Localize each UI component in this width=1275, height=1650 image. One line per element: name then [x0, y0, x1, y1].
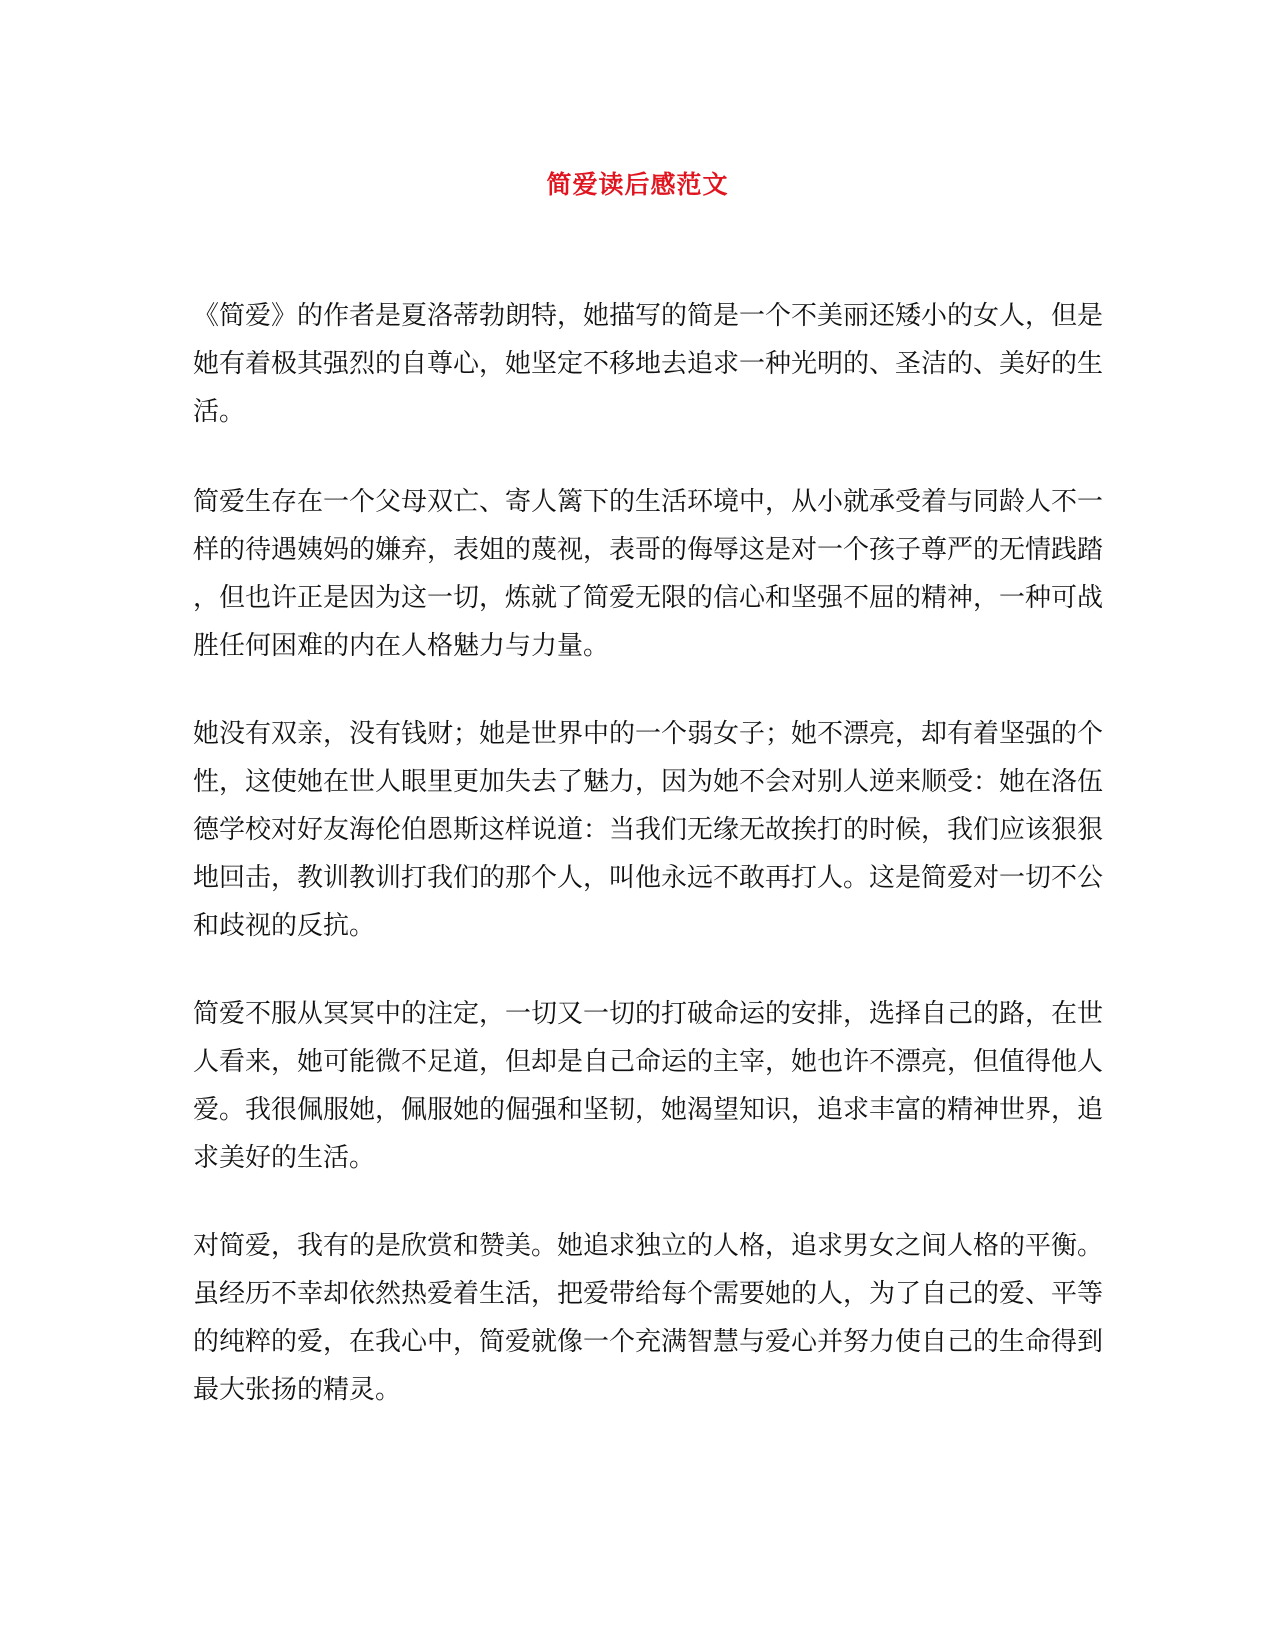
paragraph-2 — [193, 478, 1104, 670]
paragraph-line: 胜任何困难的内在人格魅力与力量。 — [193, 631, 610, 661]
paragraph-line: 求美好的生活。 — [193, 1143, 376, 1173]
paragraph-line: 她没有双亲，没有钱财；她是世界中的一个弱女子；她不漂亮，却有着坚强的个 — [193, 719, 1104, 749]
paragraph-line: 德学校对好友海伦伯恩斯这样说道：当我们无缘无故挨打的时候，我们应该狠狠 — [193, 815, 1104, 845]
paragraph-line: 最大张扬的精灵。 — [193, 1375, 402, 1405]
paragraph-line: 人看来，她可能微不足道，但却是自己命运的主宰，她也许不漂亮，但值得他人 — [193, 1047, 1104, 1077]
document-title: 简爱读后感范文 — [546, 170, 729, 199]
paragraph-line: 的纯粹的爱，在我心中，简爱就像一个充满智慧与爱心并努力使自己的生命得到 — [193, 1327, 1104, 1357]
paragraph-line: 对简爱，我有的是欣赏和赞美。她追求独立的人格，追求男女之间人格的平衡。 — [193, 1231, 1104, 1261]
paragraph-line: 《简爱》的作者是夏洛蒂勃朗特，她描写的简是一个不美丽还矮小的女人，但是 — [193, 301, 1104, 331]
paragraph-4 — [193, 990, 1104, 1182]
paragraph-line: 简爱生存在一个父母双亡、寄人篱下的生活环境中，从小就承受着与同龄人不一 — [193, 487, 1104, 517]
paragraph-line: 爱。我很佩服她，佩服她的倔强和坚韧，她渴望知识，追求丰富的精神世界，追 — [193, 1095, 1104, 1125]
paragraph-line: 和歧视的反抗。 — [193, 911, 376, 941]
paragraph-line: 地回击，教训教训打我们的那个人，叫他永远不敢再打人。这是简爱对一切不公 — [193, 863, 1104, 893]
paragraph-line: 性，这使她在世人眼里更加失去了魅力，因为她不会对别人逆来顺受：她在洛伍 — [193, 767, 1104, 797]
paragraph-3 — [193, 710, 1104, 950]
paragraph-line: 虽经历不幸却依然热爱着生活，把爱带给每个需要她的人，为了自己的爱、平等 — [193, 1279, 1104, 1309]
paragraph-line: 简爱不服从冥冥中的注定，一切又一切的打破命运的安排，选择自己的路，在世 — [193, 999, 1104, 1029]
paragraph-5 — [193, 1222, 1104, 1414]
paragraph-line: 样的待遇姨妈的嫌弃，表姐的蔑视，表哥的侮辱这是对一个孩子尊严的无情践踏 — [193, 535, 1104, 565]
paragraph-line: 她有着极其强烈的自尊心，她坚定不移地去追求一种光明的、圣洁的、美好的生 — [193, 349, 1104, 379]
paragraph-line: 活。 — [193, 397, 246, 427]
paragraph-line: ，但也许正是因为这一切，炼就了简爱无限的信心和坚强不屈的精神，一种可战 — [193, 583, 1104, 613]
paragraph-1 — [193, 292, 1104, 436]
